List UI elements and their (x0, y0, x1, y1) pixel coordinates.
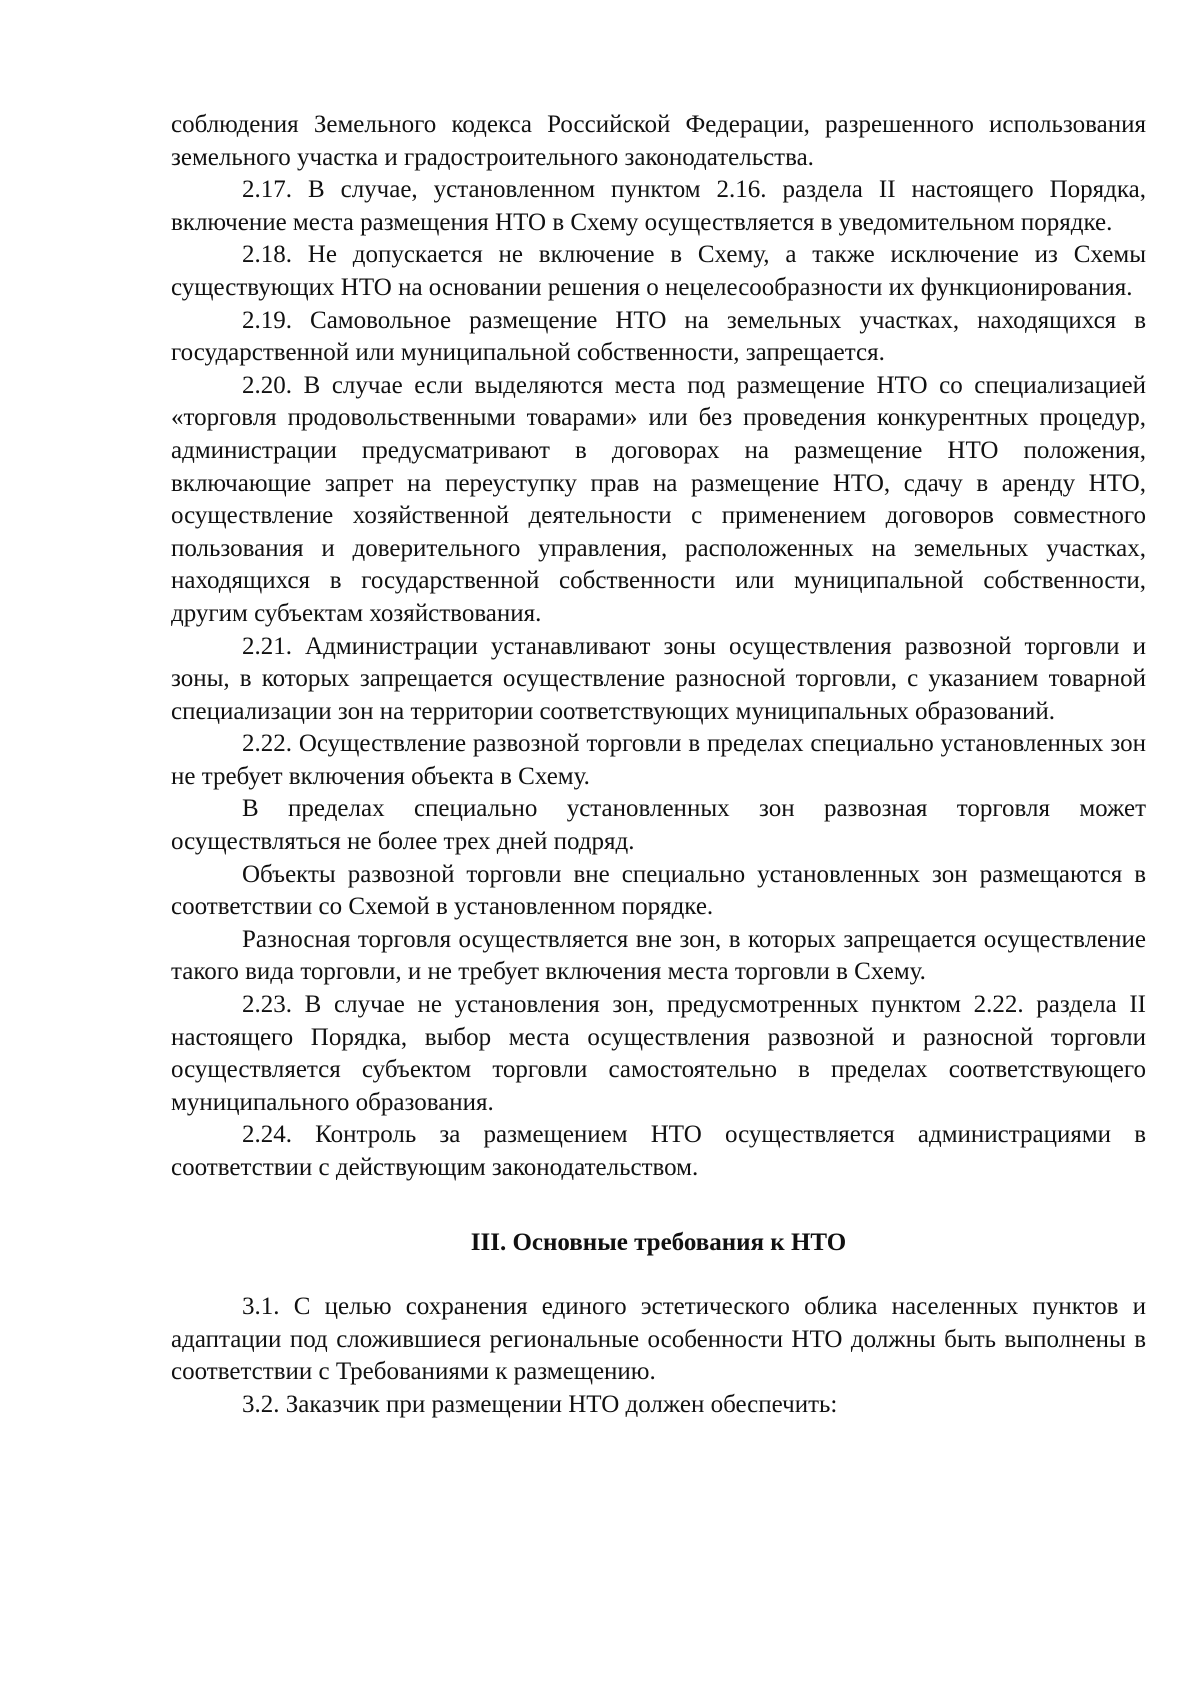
paragraph-2-23: 2.23. В случае не установления зон, предусмотренных пунктом 2.22. раздела II настоящего Порядка, выбор места осуществления развозной и разносной торговли осуществляется субъектом торговли самостоятельно в пределах соответствующего муниципального образования. (171, 991, 1146, 1116)
paragraph-2-21: 2.21. Администрации устанавливают зоны осуществления развозной торговли и зоны, в которых запрещается осуществление разносной торговли, с указанием товарной специализации зон на территории соответствующих муниципальных образований. (171, 632, 1146, 725)
paragraph-3-2: 3.2. Заказчик при размещении НТО должен обеспечить: (242, 1390, 838, 1418)
paragraph-2-22: 2.22. Осуществление развозной торговли в пределах специально установленных зон не требует включения объекта в Схему. (171, 730, 1146, 790)
document-page (171, 109, 1146, 1422)
section-heading: III. Основные требования к НТО (470, 1228, 847, 1256)
paragraph-2-19: 2.19. Самовольное размещение НТО на земельных участках, находящихся в государственной или муниципальной собственности, запрещается. (171, 306, 1146, 367)
paragraph-2-18: 2.18. Не допускается не включение в Схему, а также исключение из Схемы существующих НТО на основании решения о нецелесообразности их функционирования. (171, 241, 1146, 301)
paragraph-continuation: соблюдения Земельного кодекса Российской Федерации, разрешенного использования земельного участка и градостроительного законодательства. (171, 111, 1146, 171)
paragraph-3-1: 3.1. С целью сохранения единого эстетического облика населенных пунктов и адаптации под сложившиеся региональные особенности НТО должны быть выполнены в соответствии с Требованиями к размещению. (171, 1293, 1146, 1386)
paragraph-2-17: 2.17. В случае, установленном пунктом 2.16. раздела II настоящего Порядка, включение места размещения НТО в Схему осуществляется в уведомительном порядке. (171, 176, 1146, 236)
paragraph-2-20: 2.20. В случае если выделяются места под размещение НТО со специализацией «торговля продовольственными товарами» или без проведения конкурентных процедур, администрации предусматривают в договорах на размещение НТО положения, включающие запрет на переуступку прав на размещение НТО, сдачу в аренду НТО, осуществление хозяйственной деятельности с применением договоров совместного пользования и доверительного управления, расположенных на земельных участках, находящихся в государственной собственности или муниципальной собственности, другим субъектам хозяйствования. (171, 371, 1146, 627)
paragraph-2-22-objects: Объекты развозной торговли вне специально установленных зон размещаются в соответствии со Схемой в установленном порядке. (171, 860, 1146, 921)
paragraph-2-24: 2.24. Контроль за размещением НТО осуществляется администрациями в соответствии с действующим законодательством. (171, 1121, 1146, 1181)
paragraph-2-22-zones: В пределах специально установленных зон развозная торговля может осуществляться не более трех дней подряд. (171, 795, 1146, 856)
paragraph-2-22-carry: Разносная торговля осуществляется вне зон, в которых запрещается осуществление такого вида торговли, и не требует включения места торговли в Схему. (171, 925, 1146, 986)
